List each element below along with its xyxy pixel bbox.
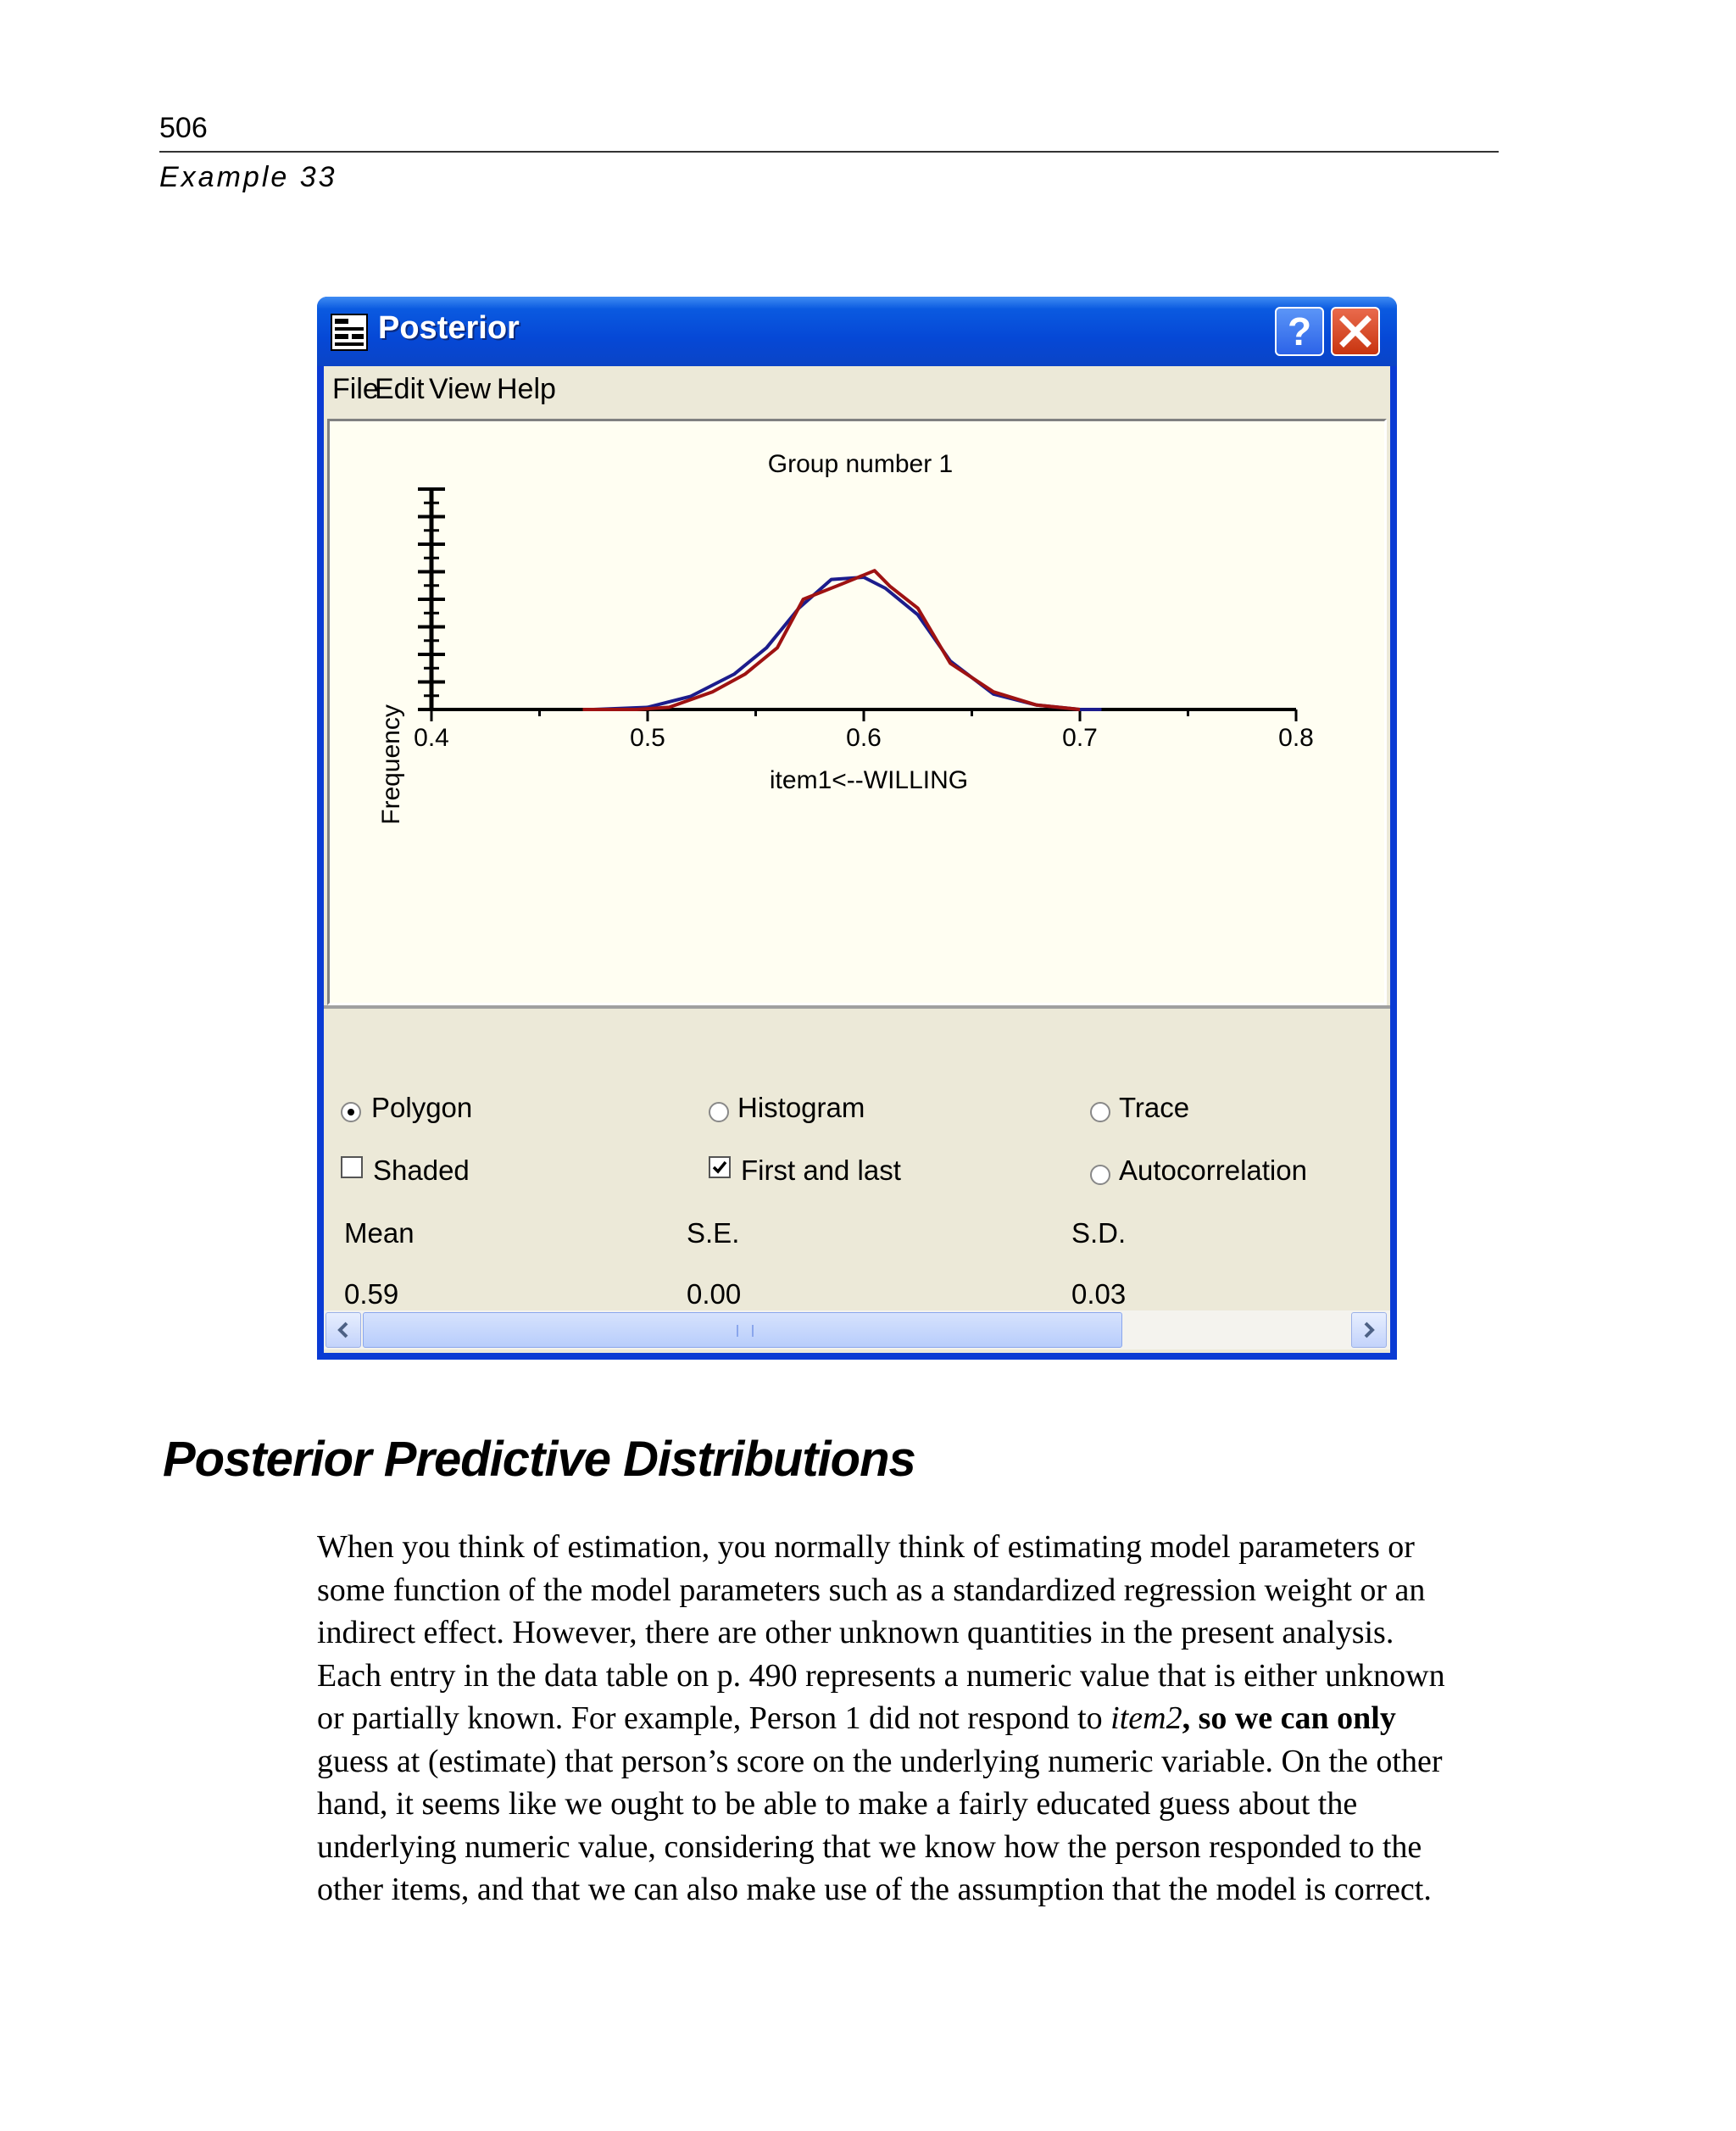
posterior-window xyxy=(317,297,1397,1360)
series-2-line xyxy=(583,570,1081,709)
body-line: other items, and that we can also make use of the assumption that the model is correct. xyxy=(317,1872,1432,1907)
first-and-last-checkbox[interactable] xyxy=(709,1156,731,1178)
close-button[interactable] xyxy=(1331,307,1380,356)
horizontal-scrollbar[interactable] xyxy=(324,1310,1390,1349)
x-tick-label: 0.8 xyxy=(1278,724,1314,752)
x-tick-label: 0.5 xyxy=(630,724,665,752)
variable-name: item2 xyxy=(1110,1700,1182,1736)
body-line: some function of the model parameters such as a standardized regression weight or an xyxy=(317,1572,1426,1608)
body-line xyxy=(317,1697,1504,1740)
scroll-thumb[interactable] xyxy=(363,1312,1122,1348)
plot-panel xyxy=(327,419,1387,1005)
first-and-last-label: First and last xyxy=(741,1155,901,1186)
polygon-label: Polygon xyxy=(371,1092,473,1123)
posterior-plot xyxy=(330,421,1384,1003)
histogram-label: Histogram xyxy=(737,1092,865,1123)
window-title: Posterior xyxy=(378,310,520,346)
mean-label: Mean xyxy=(344,1217,415,1249)
body-line: When you think of estimation, you normally think of estimating model parameters or xyxy=(317,1529,1415,1565)
menu-view[interactable]: View xyxy=(429,373,492,405)
body-line: underlying numeric value, considering that we know how the person responded to the xyxy=(317,1828,1422,1865)
body-line-part: or partially known. For example, Person 1 did not respond to xyxy=(317,1700,1111,1736)
autocorrelation-radio[interactable] xyxy=(1090,1165,1110,1185)
sd-value: 0.03 xyxy=(1071,1278,1127,1310)
panel-separator xyxy=(324,1005,1390,1009)
mean-value: 0.59 xyxy=(344,1278,399,1310)
scroll-right-button[interactable] xyxy=(1351,1312,1387,1348)
shaded-label: Shaded xyxy=(373,1155,470,1186)
window-client xyxy=(324,366,1390,1353)
chevron-right-icon xyxy=(1352,1313,1386,1347)
title-bar[interactable] xyxy=(317,297,1397,366)
polygon-radio[interactable] xyxy=(341,1102,361,1122)
section-heading: Posterior Predictive Distributions xyxy=(163,1432,915,1487)
checkmark-icon xyxy=(710,1158,729,1177)
body-line-part: , so we can only xyxy=(1182,1700,1396,1736)
scroll-left-button[interactable] xyxy=(326,1312,361,1348)
body-line: guess at (estimate) that person’s score on the underlying numeric variable. On the other xyxy=(317,1743,1443,1779)
x-tick-label: 0.4 xyxy=(414,724,449,752)
menu-edit[interactable]: Edit xyxy=(375,373,425,405)
menu-help[interactable]: Help xyxy=(497,373,556,405)
autocorrelation-label: Autocorrelation xyxy=(1119,1155,1307,1186)
chart-series xyxy=(583,570,1102,709)
body-paragraph xyxy=(317,1526,1504,1911)
header-rule xyxy=(159,151,1499,153)
chart-axes xyxy=(414,489,1314,752)
running-head: Example 33 xyxy=(159,161,337,193)
help-button[interactable]: ? xyxy=(1275,307,1324,356)
chart-title: Group number 1 xyxy=(767,450,954,478)
scroll-grip xyxy=(737,1325,754,1337)
x-tick-label: 0.7 xyxy=(1062,724,1098,752)
y-axis-label: Frequency xyxy=(377,704,405,825)
menu-bar xyxy=(324,366,1390,417)
se-label: S.E. xyxy=(687,1217,740,1249)
sd-label: S.D. xyxy=(1071,1217,1127,1249)
page-number: 506 xyxy=(159,112,208,144)
se-value: 0.00 xyxy=(687,1278,742,1310)
body-line: Each entry in the data table on p. 490 represents a numeric value that is either unknown xyxy=(317,1657,1445,1694)
histogram-radio[interactable] xyxy=(709,1102,729,1122)
series-1-line xyxy=(593,577,1101,709)
shaded-checkbox[interactable] xyxy=(341,1156,363,1178)
x-tick-label: 0.6 xyxy=(846,724,882,752)
body-line: hand, it seems like we ought to be able to make a fairly educated guess about the xyxy=(317,1786,1358,1822)
close-icon xyxy=(1333,309,1378,354)
x-axis-label: item1<--WILLING xyxy=(769,766,969,794)
menu-file[interactable]: File xyxy=(332,373,379,405)
app-icon xyxy=(331,314,368,351)
body-line: indirect effect. However, there are other unknown quantities in the present analysis. xyxy=(317,1615,1394,1650)
chevron-left-icon xyxy=(326,1313,360,1347)
trace-label: Trace xyxy=(1119,1092,1190,1123)
trace-radio[interactable] xyxy=(1090,1102,1110,1122)
